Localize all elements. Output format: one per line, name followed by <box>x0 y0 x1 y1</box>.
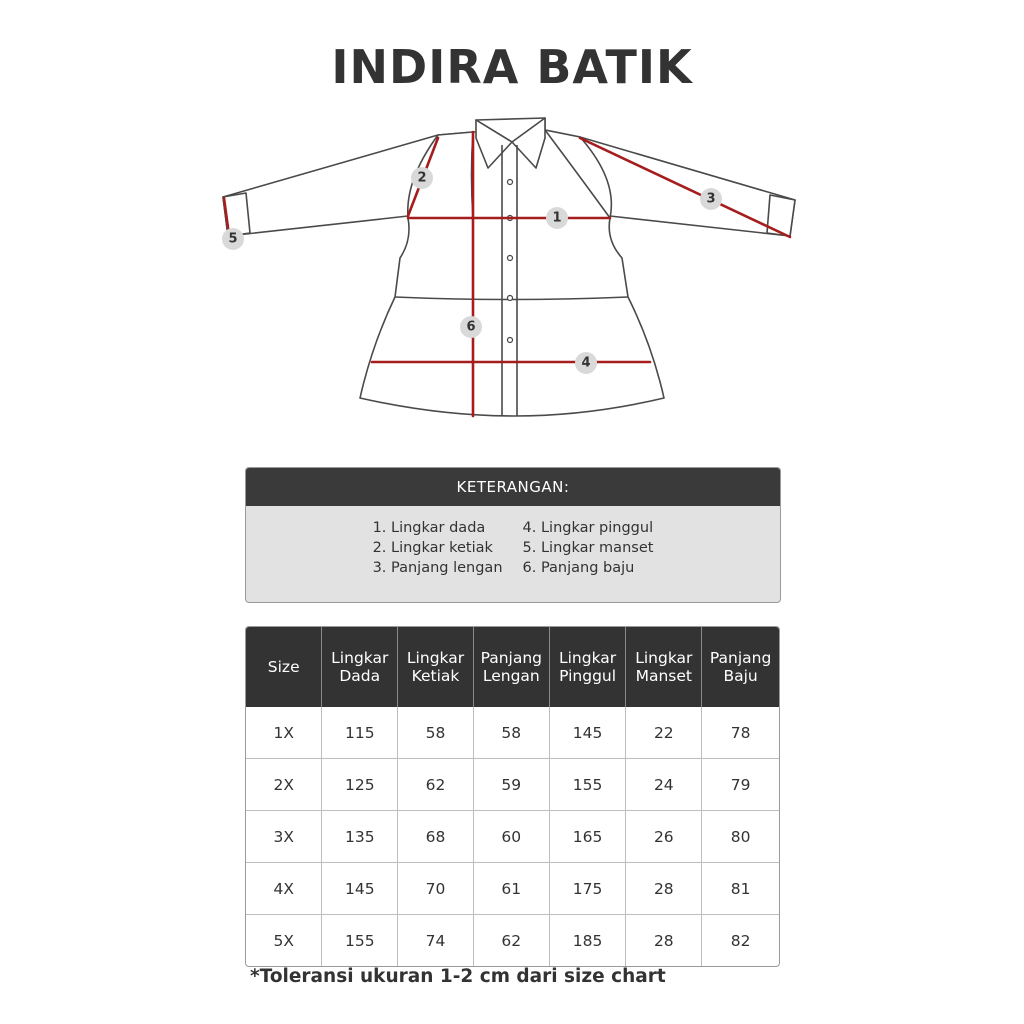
table-cell: 59 <box>474 758 550 810</box>
page-title: INDIRA BATIK <box>331 40 693 94</box>
table-cell: 68 <box>398 810 474 862</box>
table-row <box>246 914 779 966</box>
legend-item: 2. Lingkar ketiak <box>372 540 493 556</box>
table-cell: 155 <box>550 758 627 810</box>
table-cell: 61 <box>474 862 550 914</box>
badge-2: 2 <box>417 170 427 186</box>
table-cell: 60 <box>474 810 550 862</box>
table-header-row <box>246 627 779 707</box>
legend-item: 5. Lingkar manset <box>522 540 654 556</box>
table-cell: 81 <box>702 862 779 914</box>
legend-item: 3. Panjang lengan <box>372 560 503 576</box>
legend-item: 6. Panjang baju <box>522 560 635 576</box>
table-cell: 79 <box>702 758 779 810</box>
right-cuff <box>767 195 795 236</box>
header-panjang-baju: Panjang Baju <box>702 627 779 707</box>
header-lingkar-dada: Lingkar Dada <box>322 627 398 707</box>
table-cell: 82 <box>702 914 779 966</box>
header-lingkar-manset: Lingkar Manset <box>626 627 702 707</box>
table-cell: 1X <box>246 707 322 758</box>
header-size: Size <box>246 627 322 707</box>
badge-6: 6 <box>466 319 476 335</box>
size-chart-table <box>245 626 780 967</box>
table-cell: 26 <box>626 810 702 862</box>
table-cell: 5X <box>246 914 322 966</box>
table-cell: 145 <box>322 862 398 914</box>
table-cell: 58 <box>474 707 550 758</box>
table-cell: 115 <box>322 707 398 758</box>
legend-item: 4. Lingkar pinggul <box>522 520 654 536</box>
legend-item: 1. Lingkar dada <box>372 520 486 536</box>
legend-column-left <box>373 518 503 578</box>
legend-box <box>245 467 781 603</box>
header-lingkar-ketiak: Lingkar Ketiak <box>398 627 474 707</box>
table-row <box>246 707 779 758</box>
table-cell: 3X <box>246 810 322 862</box>
legend-column-right <box>523 518 654 578</box>
badge-5: 5 <box>228 231 238 247</box>
table-cell: 125 <box>322 758 398 810</box>
tolerance-note: *Toleransi ukuran 1-2 cm dari size chart <box>250 966 666 987</box>
table-cell: 74 <box>398 914 474 966</box>
table-cell: 185 <box>550 914 627 966</box>
table-cell: 175 <box>550 862 627 914</box>
table-cell: 78 <box>730 723 751 742</box>
table-row <box>246 862 779 914</box>
table-cell: 145 <box>550 707 627 758</box>
table-cell: 58 <box>398 707 474 758</box>
table-cell: 22 <box>626 707 702 758</box>
table-cell: 28 <box>626 914 702 966</box>
badge-4: 4 <box>581 355 591 371</box>
table-cell: 2X <box>246 758 322 810</box>
table-cell: 4X <box>246 862 322 914</box>
legend-heading: KETERANGAN: <box>246 468 780 506</box>
table-cell: 62 <box>474 914 550 966</box>
table-row <box>246 810 779 862</box>
header-panjang-lengan: Panjang Lengan <box>474 627 550 707</box>
badge-1: 1 <box>552 210 562 226</box>
table-cell: 70 <box>398 862 474 914</box>
table-row <box>246 758 779 810</box>
table-cell: 62 <box>398 758 474 810</box>
table-cell: 155 <box>322 914 398 966</box>
table-cell: 135 <box>322 810 398 862</box>
badge-3: 3 <box>706 191 716 207</box>
table-cell: 165 <box>550 810 627 862</box>
table-cell: 28 <box>626 862 702 914</box>
table-cell: 80 <box>702 810 779 862</box>
table-cell: 24 <box>626 758 702 810</box>
garment-diagram <box>200 108 824 438</box>
header-lingkar-pinggul: Lingkar Pinggul <box>550 627 627 707</box>
